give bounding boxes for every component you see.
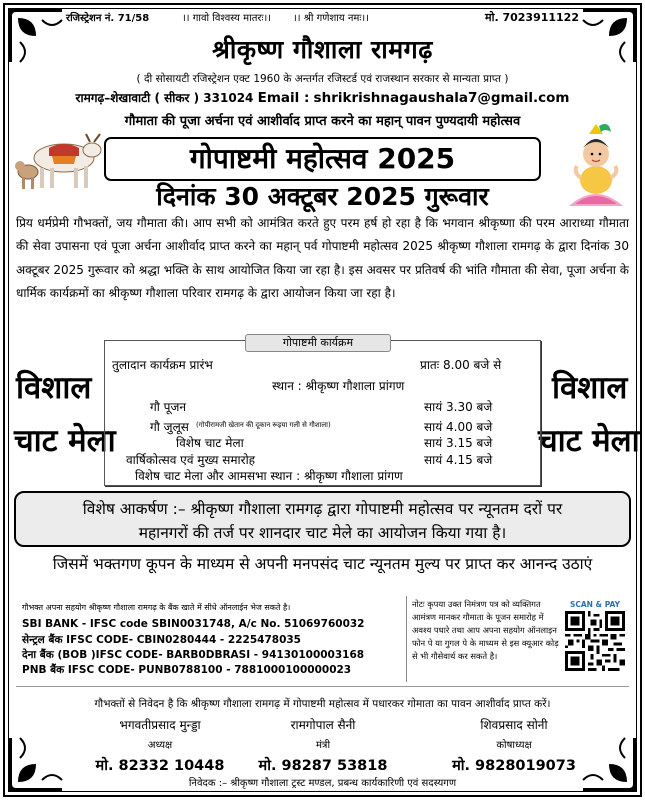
divider xyxy=(16,686,629,687)
org-title: श्रीकृष्ण गौशाला रामगढ़ xyxy=(212,35,433,64)
invitation-line: गौभक्तों से निवेदन है कि श्रीकृष्ण गौशाला रामगढ़ में गोपाष्टमी महोत्सव में पधारकर गोमाता का पावन आशीर्वाद प्राप्त करें। xyxy=(94,698,551,710)
bank-line: सेन्ट्रल बैंक IFSC CODE- CBIN0280444 - 2225478035 xyxy=(22,634,301,646)
side-banner-right-line1: विशाल xyxy=(552,370,628,406)
program-tuladan: तुलादान कार्यक्रम प्रारंभ xyxy=(112,358,213,372)
qr-code-icon[interactable] xyxy=(565,611,625,671)
bank-intro: गौभक्त अपना सहयोग श्रीकृष्ण गौशाला रामगढ़ के बैंक खाते में सीधे ऑनलाईन भेज सकते है। xyxy=(22,603,291,612)
invocation-right: ।। श्री गणेशाय नमः।। xyxy=(293,13,369,24)
scan-pay-label: SCAN & PAY xyxy=(569,600,621,609)
festival-date: दिनांक 30 अक्टूबर 2025 गुरूवार xyxy=(156,182,489,211)
program-venue: स्थान : श्रीकृष्ण गौशाला प्रांगण xyxy=(272,379,405,393)
program-item-note: (गोपीरामजी खेतान की दूकान रूइया गली से गौशाला) xyxy=(196,421,331,429)
email-address: shrikrishnagaushala7@gmail.com xyxy=(313,90,570,106)
special-attraction-line3: जिसमें भक्तगण कूपन के माध्यम से अपनी मनपसंद चाट न्यूनतम मुल्य पर प्राप्त कर आनन्द उठाएं xyxy=(52,555,593,573)
festival-title: गोपाष्टमी महोत्सव 2025 xyxy=(104,137,541,181)
program-heading: गोपाष्टमी कार्यक्रम xyxy=(245,334,391,352)
special-attraction-line1: विशेष आकर्षण :– श्रीकृष्ण गौशाला रामगढ़ द्वारा गोपाष्टमी महोत्सव पर न्यूनतम दरों पर xyxy=(82,500,563,518)
bank-line: PNB बैंक IFSC CODE- PUNB0788100 - 7881000100000023 xyxy=(22,664,352,676)
program-item-name: वार्षिकोत्सव एवं मुख्य समारोह xyxy=(126,453,256,467)
official-treasurer xyxy=(434,716,594,775)
program-item-time: सायं 4.00 बजे xyxy=(424,420,493,434)
program-fair-venue: विशेष चाट मेला और आमसभा स्थान : श्रीकृष्ण गौशाला प्रांगण xyxy=(135,469,403,483)
program-item-name: गौ पूजन xyxy=(150,400,187,414)
side-banner-right-line2: चाट मेला xyxy=(538,423,640,459)
program-item-time: सायं 4.15 बजे xyxy=(424,453,493,467)
official-phone: मो. 98287 53818 xyxy=(258,758,388,774)
bank-line: SBI BANK - IFSC code SBIN0031748, A/c No. 51069760032 xyxy=(22,618,365,630)
official-phone: मो. 9828019073 xyxy=(452,758,576,774)
program-item-time: सायं 3.15 बजे xyxy=(424,436,493,450)
official-phone: मो. 82332 10448 xyxy=(95,758,225,774)
tagline: गौमाता की पूजा अर्चना एवं आशीर्वाद प्राप्त करने का महान् पावन पुण्यदायी महोत्सव xyxy=(124,114,521,129)
official-name: रामगोपाल सैनी xyxy=(290,718,356,732)
invitation-note: नोटः कृपया उक्त निमंत्रण पत्र को व्यक्तिगत आमंत्रण मानकर गौमाता के पूजन समारोह में अवश्य पधारे तथा आप अपना सहयोग ऑनलाइन फोन पे या गुगल पे के माध्यम से इस क्यूआर कोड़ से भी गौसेवार्थ कर सकते है। xyxy=(412,599,559,661)
email-label: Email : xyxy=(257,90,310,106)
divider xyxy=(406,596,407,682)
special-attraction-line2: महानगरों की तर्ज पर शानदार चाट मेले का आयोजन किया गया है। xyxy=(138,524,507,542)
program-item-name: विशेष चाट मेला xyxy=(176,436,244,450)
official-name: शिवप्रसाद सोनी xyxy=(480,718,548,732)
program-item-time: सायं 3.30 बजे xyxy=(424,400,493,414)
official-secretary xyxy=(243,716,403,775)
org-address xyxy=(0,89,645,106)
registration-number: रजिस्ट्रेशन नं. 71/58 xyxy=(66,13,150,24)
intro-paragraph: प्रिय धर्मप्रेमी गौभक्तों, जय गौमाता की। आप सभी को आमंत्रित करते हुए परम हर्ष हो रहा है कि भगवान श्रीकृष्णा की परम आराध्या गौमाता की सेवा उपासना एवं पूजा अर्चना आशीर्वाद प्राप्त करने का महान् पर्व गोपाष्टमी महोत्सव 2025 श्रीकृष्ण गौशाला रामगढ़ के द्वारा दिनांक 30 अक्टूबर 2025 गुरूवार को श्रद्धा भक्ति के साथ आयोजित किया जा रहा है। इस अवसर पर प्रतिवर्ष की भांति गौमाता की सेवा, पूजा अर्चना के धार्मिक कार्यक्रमों का श्रीकृष्ण गौशाला परिवार रामगढ़ के द्वारा आयोजन किया जा रहा है। xyxy=(16,216,629,301)
official-president xyxy=(80,716,240,775)
invocation-left: ।। गावो विश्वस्य मातरः।। xyxy=(182,13,272,24)
side-banner-left-line1: विशाल xyxy=(16,370,92,406)
official-post: मंत्री xyxy=(315,740,331,751)
official-name: भगवतीप्रसाद मुन्ड्डा xyxy=(119,718,201,732)
footer-requesters: निवेदक :– श्रीकृष्ण गौशाला ट्रस्ट मण्डल, प्रबन्ध कार्यकारिणी एवं सदस्यगण xyxy=(188,778,457,789)
program-item-name: गौ जुलूस xyxy=(150,420,189,434)
org-registration-note: ( दी सोसायटी रजिस्ट्रेशन एक्ट 1960 के अन्तर्गत रजिस्टर्ड एवं राजस्थान सरकार से मान्यता प्राप्त ) xyxy=(136,73,509,85)
bank-line: देना बैंक (BOB )IFSC CODE- BARB0DBRASI - 94130100003168 xyxy=(22,649,365,661)
official-post: अध्यक्ष xyxy=(147,740,173,751)
side-banner-left-line2: चाट मेला xyxy=(14,423,116,459)
header-mobile: मो. 7023911122 xyxy=(485,11,579,24)
official-post: कोषाध्यक्ष xyxy=(496,740,532,751)
program-tuladan-time: प्रातः 8.00 बजे से xyxy=(420,358,502,372)
address-place: रामगढ़–शेखावाटी ( सीकर ) 331024 xyxy=(75,91,254,105)
